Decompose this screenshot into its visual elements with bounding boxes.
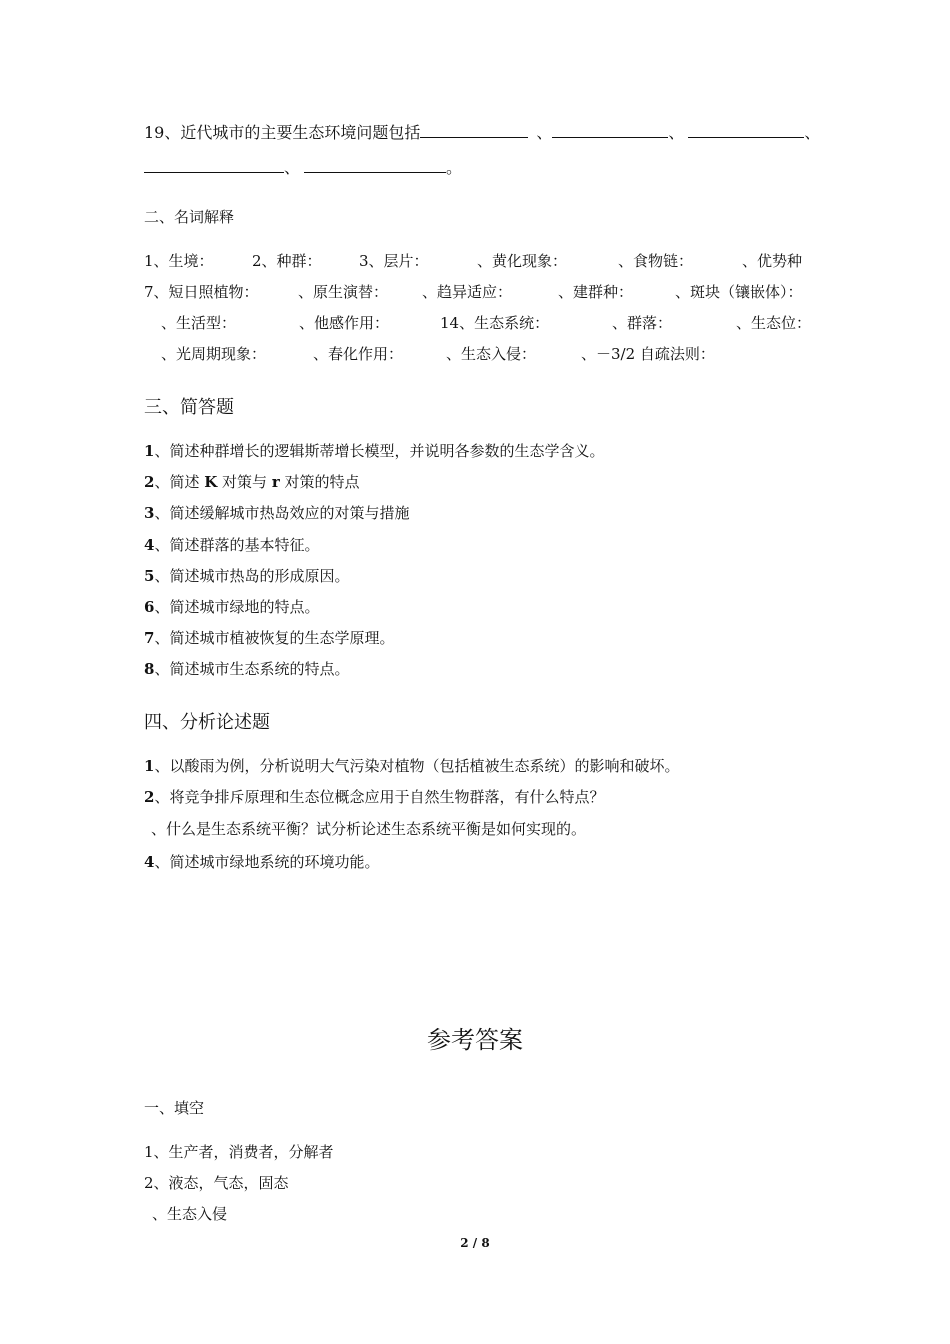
term-item: 、原生演替： bbox=[298, 283, 389, 301]
list-item: 5、简述城市热岛的形成原因。 bbox=[144, 567, 350, 585]
section-4-heading: 四、分析论述题 bbox=[144, 712, 270, 733]
answer-item: 2、液态，气态，固态 bbox=[144, 1174, 289, 1192]
term-item: 、优势种 bbox=[742, 252, 803, 270]
answer-blank bbox=[420, 123, 528, 138]
answer-item: 1、生产者，消费者，分解者 bbox=[144, 1143, 334, 1161]
section-2-heading: 二、名词解释 bbox=[144, 208, 235, 226]
list-item: 1、以酸雨为例，分析说明大气污染对植物（包括植被生态系统）的影响和破坏。 bbox=[144, 757, 680, 775]
separator: 、 bbox=[668, 123, 685, 142]
term-item: 、生态入侵： bbox=[446, 345, 537, 363]
separator: 、 bbox=[536, 123, 553, 142]
list-item: 4、简述群落的基本特征。 bbox=[144, 536, 320, 554]
question-19-line2 bbox=[144, 155, 462, 178]
term-item: 、建群种： bbox=[558, 283, 634, 301]
term-item: 、光周期现象： bbox=[161, 345, 267, 363]
separator: 、 bbox=[804, 123, 821, 142]
term-item: 、春化作用： bbox=[313, 345, 404, 363]
term-item: 、斑块（镶嵌体）： bbox=[675, 283, 803, 301]
answer-blank bbox=[552, 123, 668, 138]
section-3-heading: 三、简答题 bbox=[144, 397, 234, 418]
term-item: 14、生态系统： bbox=[440, 314, 550, 332]
term-item: 、食物链： bbox=[618, 252, 694, 270]
list-item: 3、简述缓解城市热岛效应的对策与措施 bbox=[144, 504, 410, 522]
term-item: 、群落： bbox=[612, 314, 673, 332]
answer-blank bbox=[304, 158, 446, 173]
separator: 、 bbox=[284, 158, 301, 177]
page-number: 2 / 8 bbox=[460, 1236, 490, 1250]
list-item: 8、简述城市生态系统的特点。 bbox=[144, 660, 350, 678]
answers-heading: 一、填空 bbox=[144, 1099, 205, 1117]
term-item: 、－3/2 自疏法则： bbox=[581, 345, 715, 363]
answer-item: 、生态入侵 bbox=[152, 1205, 228, 1223]
question-19 bbox=[144, 120, 820, 143]
term-item: 7、短日照植物： bbox=[144, 283, 259, 301]
list-item: 7、简述城市植被恢复的生态学原理。 bbox=[144, 629, 395, 647]
answer-blank bbox=[688, 123, 804, 138]
term-item: 3、层片： bbox=[359, 252, 429, 270]
term-item: 、趋异适应： bbox=[422, 283, 513, 301]
list-item: 1、简述种群增长的逻辑斯蒂增长模型，并说明各参数的生态学含义。 bbox=[144, 442, 605, 460]
term-item: 2、种群： bbox=[252, 252, 322, 270]
list-item: 4、简述城市绿地系统的环境功能。 bbox=[144, 853, 380, 871]
period: 。 bbox=[446, 158, 463, 177]
term-item: 1、生境： bbox=[144, 252, 214, 270]
list-item: 、什么是生态系统平衡？试分析论述生态系统平衡是如何实现的。 bbox=[151, 820, 587, 838]
term-item: 、生活型： bbox=[161, 314, 237, 332]
question-19-text: 19、近代城市的主要生态环境问题包括 bbox=[144, 123, 421, 142]
term-item: 、他感作用： bbox=[299, 314, 390, 332]
list-item: 2、将竞争排斥原理和生态位概念应用于自然生物群落，有什么特点？ bbox=[144, 788, 605, 806]
answer-blank bbox=[144, 158, 284, 173]
term-item: 、生态位： bbox=[736, 314, 812, 332]
list-item: 2、简述 K 对策与 r 对策的特点 bbox=[144, 473, 360, 491]
list-item: 6、简述城市绿地的特点。 bbox=[144, 598, 320, 616]
term-item: 、黄化现象： bbox=[477, 252, 568, 270]
answers-title: 参考答案 bbox=[427, 1026, 523, 1054]
